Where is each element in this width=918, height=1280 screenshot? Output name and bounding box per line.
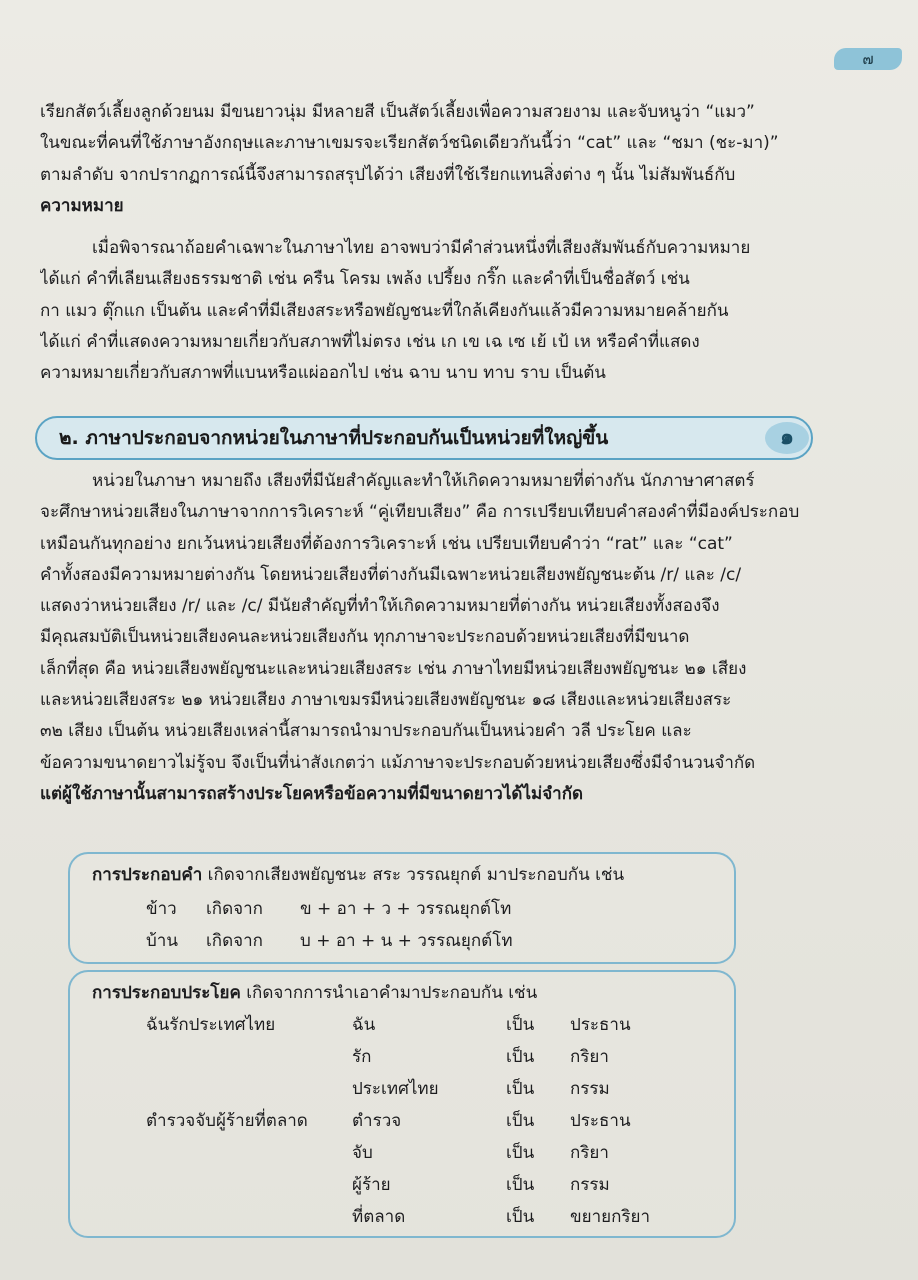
page-number: ๗ — [834, 48, 902, 70]
sentence-composition-box — [68, 970, 736, 1238]
paragraph-line: จะศึกษาหน่วยเสียงในภาษาจากการวิเคราะห์ “คู่เทียบเสียง” คือ การเปรียบเทียบคำสองคำที่มีองค์ประกอบ — [40, 502, 800, 523]
example-word: ที่ตลาด — [352, 1207, 406, 1227]
phoneme-paragraph — [40, 466, 840, 810]
example-is: เป็น — [506, 1175, 535, 1195]
example-role: ประธาน — [570, 1111, 631, 1131]
box-title-bold: การประกอบประโยค — [92, 983, 241, 1003]
paragraph-line: แสดงว่าหน่วยเสียง /r/ และ /c/ มีนัยสำคัญที่ทำให้เกิดความหมายที่ต่างกัน หน่วยเสียงทั้งสองจึง — [40, 596, 720, 617]
example-sentence: ฉันรักประเทศไทย — [146, 1015, 276, 1035]
paragraph-line: แต่ผู้ใช้ภาษานั้นสามารถสร้างประโยคหรือข้อความที่มีขนาดยาวได้ไม่จำกัด — [40, 783, 584, 804]
section-marker: ๑ — [765, 422, 809, 454]
paragraph-line: ๓๒ เสียง เป็นต้น หน่วยเสียงเหล่านี้สามารถนำมาประกอบกันเป็นหน่วยคำ วลี ประโยค และ — [40, 721, 692, 742]
box-title-rest: เกิดจากเสียงพยัญชนะ สระ วรรณยุกต์ มาประกอบกัน เช่น — [202, 865, 625, 885]
paragraph-line: เมื่อพิจารณาถ้อยคำเฉพาะในภาษาไทย อาจพบว่ามีคำส่วนหนึ่งที่เสียงสัมพันธ์กับความหมาย — [92, 238, 751, 258]
example-role: กริยา — [570, 1143, 609, 1163]
sound-meaning-paragraph — [40, 233, 840, 389]
example-is: เป็น — [506, 1111, 535, 1131]
box-title-bold: การประกอบคำ — [92, 865, 203, 885]
word-composition-box — [68, 852, 736, 964]
example-is: เป็น — [506, 1047, 535, 1067]
paragraph-line: เหมือนกันทุกอย่าง ยกเว้นหน่วยเสียงที่ต้องการวิเคราะห์ เช่น เปรียบเทียบคำว่า “rat” และ “cat” — [40, 533, 733, 554]
paragraph-line: และหน่วยเสียงสระ ๒๑ หน่วยเสียง ภาษาเขมรมีหน่วยเสียงพยัญชนะ ๑๘ เสียงและหน่วยเสียงสระ — [40, 690, 732, 711]
paragraph-line: ได้แก่ คำที่เลียนเสียงธรรมชาติ เช่น ครืน โครม เพล้ง เปรี้ยง กริ๊ก และคำที่เป็นชื่อสัตว์ เช่น — [40, 269, 690, 290]
example-from: เกิดจาก — [206, 931, 263, 951]
intro-line: ในขณะที่คนที่ใช้ภาษาอังกฤษและภาษาเขมรจะเรียกสัตว์ชนิดเดียวกันนี้ว่า “cat” และ “ชมา (ชะ-มา)” — [40, 133, 779, 154]
intro-line: ความหมาย — [40, 195, 124, 216]
example-sentence: ตำรวจจับผู้ร้ายที่ตลาด — [146, 1111, 308, 1131]
example-word: ประเทศไทย — [352, 1079, 439, 1099]
example-is: เป็น — [506, 1079, 535, 1099]
example-word: ผู้ร้าย — [352, 1175, 391, 1195]
example-word: ข้าว — [146, 899, 177, 919]
section-heading — [35, 416, 813, 460]
example-word: บ้าน — [146, 931, 178, 951]
paragraph-line: ความหมายเกี่ยวกับสภาพที่แบนหรือแผ่ออกไป เช่น ฉาบ นาบ ทาบ ราบ เป็นต้น — [40, 363, 606, 384]
example-word: ฉัน — [352, 1015, 376, 1035]
paragraph-line: เล็กที่สุด คือ หน่วยเสียงพยัญชนะและหน่วยเสียงสระ เช่น ภาษาไทยมีหน่วยเสียงพยัญชนะ ๒๑ เสียง — [40, 658, 747, 679]
example-role: ประธาน — [570, 1015, 631, 1035]
example-role: กรรม — [570, 1079, 610, 1099]
box-title — [92, 978, 537, 1008]
example-is: เป็น — [506, 1143, 535, 1163]
example-role: ขยายกริยา — [570, 1207, 651, 1227]
example-word: รัก — [352, 1047, 372, 1067]
example-word: ตำรวจ — [352, 1111, 402, 1131]
example-word: จับ — [352, 1143, 373, 1163]
paragraph-line: มีคุณสมบัติเป็นหน่วยเสียงคนละหน่วยเสียงกัน ทุกภาษาจะประกอบด้วยหน่วยเสียงที่มีขนาด — [40, 627, 690, 648]
example-parts: ข + อา + ว + วรรณยุกต์โท — [300, 899, 512, 919]
example-from: เกิดจาก — [206, 899, 263, 919]
box-title — [92, 860, 624, 890]
intro-line: เรียกสัตว์เลี้ยงลูกด้วยนม มีขนยาวนุ่ม มีหลายสี เป็นสัตว์เลี้ยงเพื่อความสวยงาม และจับหนูว่า “แมว” — [40, 102, 755, 122]
intro-paragraph — [40, 97, 840, 222]
example-is: เป็น — [506, 1207, 535, 1227]
example-role: กริยา — [570, 1047, 609, 1067]
example-is: เป็น — [506, 1015, 535, 1035]
paragraph-line: ได้แก่ คำที่แสดงความหมายเกี่ยวกับสภาพที่ไม่ตรง เช่น เก เข เฉ เซ เย้ เป้ เห หรือคำที่แสดง — [40, 331, 700, 352]
section-heading-text: ๒. ภาษาประกอบจากหน่วยในภาษาที่ประกอบกันเป็นหน่วยที่ใหญ่ขึ้น — [59, 427, 609, 449]
paragraph-line: คำทั้งสองมีความหมายต่างกัน โดยหน่วยเสียงที่ต่างกันมีเฉพาะหน่วยเสียงพยัญชนะต้น /r/ และ /c/ — [40, 564, 742, 585]
paragraph-line: กา แมว ตุ๊กแก เป็นต้น และคำที่มีเสียงสระหรือพยัญชนะที่ใกล้เคียงกันแล้วมีความหมายคล้ายกัน — [40, 300, 729, 321]
example-parts: บ + อา + น + วรรณยุกต์โท — [300, 931, 513, 951]
box-title-rest: เกิดจากการนำเอาคำมาประกอบกัน เช่น — [240, 983, 538, 1003]
paragraph-line: หน่วยในภาษา หมายถึง เสียงที่มีนัยสำคัญและทำให้เกิดความหมายที่ต่างกัน นักภาษาศาสตร์ — [92, 471, 755, 491]
example-role: กรรม — [570, 1175, 610, 1195]
paragraph-line: ข้อความขนาดยาวไม่รู้จบ จึงเป็นที่น่าสังเกตว่า แม้ภาษาจะประกอบด้วยหน่วยเสียงซึ่งมีจำนวนจำกัด — [40, 752, 756, 773]
intro-line: ตามลำดับ จากปรากฏการณ์นี้จึงสามารถสรุปได้ว่า เสียงที่ใช้เรียกแทนสิ่งต่าง ๆ นั้น ไม่สัมพันธ์กับ — [40, 164, 736, 185]
